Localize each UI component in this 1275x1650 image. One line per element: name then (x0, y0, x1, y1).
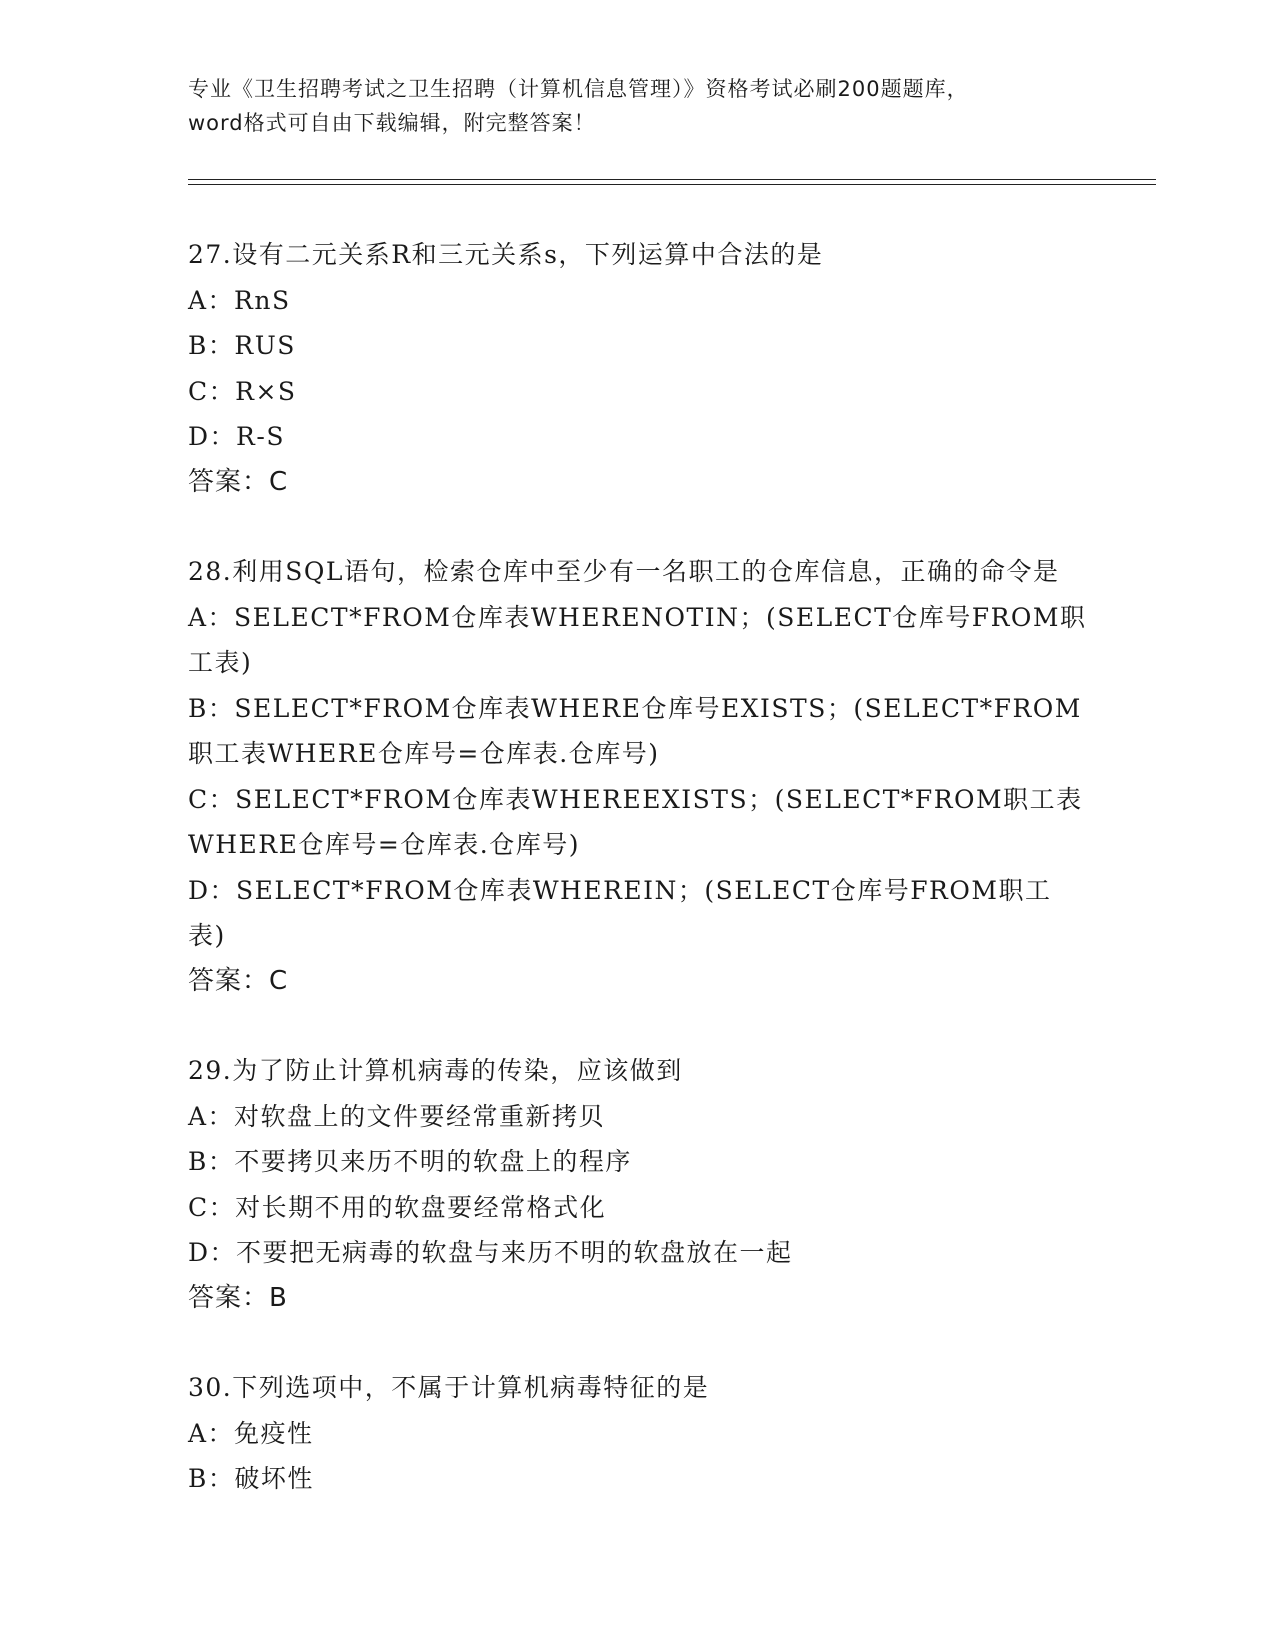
option-c: C：对长期不用的软盘要经常格式化 (188, 1192, 607, 1222)
option-a: A：RnS (188, 285, 291, 315)
header-divider-top (188, 179, 1156, 180)
option-c: C：R×S (188, 376, 297, 406)
answer: 答案：C (188, 965, 289, 996)
question-29 (188, 1048, 1088, 1321)
answer: 答案：C (188, 466, 289, 497)
question-stem: 29.为了防止计算机病毒的传染，应该做到 (188, 1056, 683, 1085)
option-a: A：免疫性 (188, 1418, 314, 1448)
option-b: B：破坏性 (188, 1464, 314, 1493)
question-stem: 30.下列选项中，不属于计算机病毒特征的是 (188, 1373, 710, 1402)
question-28 (188, 549, 1088, 1004)
answer: 答案：B (188, 1282, 288, 1313)
header-title-line-1: 专业《卫生招聘考试之卫生招聘（计算机信息管理）》资格考试必刷200题题库， (188, 77, 969, 101)
header-title-line-2: word格式可自由下载编辑，附完整答案！ (188, 111, 596, 135)
question-27 (188, 232, 1088, 505)
question-list (188, 232, 1088, 1546)
option-d: D：R-S (188, 422, 285, 451)
document-header (188, 72, 1088, 140)
header-divider-bottom (188, 184, 1156, 185)
option-b: B：不要拷贝来历不明的软盘上的程序 (188, 1147, 632, 1176)
option-c: C：SELECT*FROM仓库表WHEREEXISTS；(SELECT*FROM职工表WHERE仓库号=仓库表.仓库号) (188, 784, 1083, 859)
option-a: A：SELECT*FROM仓库表WHERENOTIN；(SELECT仓库号FROM职工表) (188, 602, 1087, 677)
option-b: B：SELECT*FROM仓库表WHERE仓库号EXISTS；(SELECT*FROM职工表WHERE仓库号=仓库表.仓库号) (188, 693, 1082, 768)
question-stem: 28.利用SQL语句，检索仓库中至少有一名职工的仓库信息，正确的命令是 (188, 557, 1060, 586)
option-a: A：对软盘上的文件要经常重新拷贝 (188, 1101, 606, 1131)
option-d: D：SELECT*FROM仓库表WHEREIN；(SELECT仓库号FROM职工表) (188, 875, 1052, 950)
option-b: B：RUS (188, 331, 296, 360)
question-30 (188, 1365, 1088, 1502)
option-d: D：不要把无病毒的软盘与来历不明的软盘放在一起 (188, 1238, 793, 1267)
question-stem: 27.设有二元关系R和三元关系s，下列运算中合法的是 (188, 240, 824, 269)
